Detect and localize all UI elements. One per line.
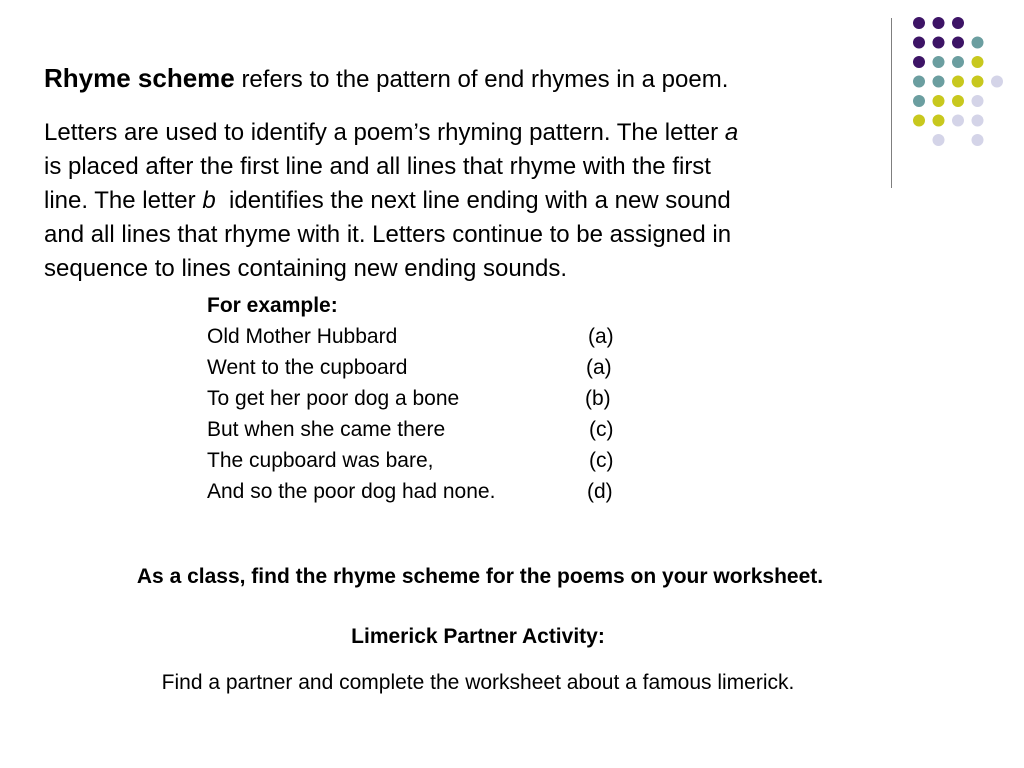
decorative-dot (972, 37, 984, 49)
decorative-dot (913, 37, 925, 49)
poem-line: Went to the cupboard (207, 356, 408, 379)
term-definition: refers to the pattern of end rhymes in a poem. (241, 66, 729, 93)
decorative-dot (972, 134, 984, 146)
decorative-dot (933, 134, 945, 146)
class-instruction: As a class, find the rhyme scheme for the poems on your worksheet. (136, 565, 824, 588)
paragraph-text: line. The letter (44, 187, 203, 214)
divider-line (891, 18, 892, 188)
term-label: Rhyme scheme (44, 63, 235, 93)
example-title: For example: (207, 294, 338, 317)
explanation-paragraph (44, 116, 889, 286)
decorative-dot (952, 115, 964, 127)
rhyme-letter: (d) (587, 480, 613, 503)
decorative-dot (952, 37, 964, 49)
decorative-dot (913, 17, 925, 29)
poem-line: But when she came there (207, 418, 446, 441)
decorative-dot (913, 76, 925, 88)
paragraph-text: identifies the next line ending with a new sound (215, 187, 731, 214)
decorative-dot (933, 76, 945, 88)
letter-b: b (202, 187, 216, 214)
decorative-dot (972, 95, 984, 107)
example-line (207, 445, 627, 476)
example-line (207, 352, 627, 383)
decorative-dot (972, 115, 984, 127)
decorative-dot (933, 95, 945, 107)
paragraph-line (44, 184, 889, 218)
example-line (207, 383, 627, 414)
paragraph-line (44, 116, 889, 150)
rhyme-letter: (a) (588, 325, 614, 348)
decorative-dot (972, 56, 984, 68)
decorative-dot (991, 76, 1003, 88)
letter-a: a (724, 119, 739, 146)
definition-heading (44, 62, 894, 96)
decorative-dot (913, 115, 925, 127)
decorative-dot (933, 17, 945, 29)
example-block (207, 290, 627, 507)
decorative-dot (972, 76, 984, 88)
decorative-dot (913, 56, 925, 68)
activity-title: Limerick Partner Activity: (351, 625, 605, 648)
poem-line: To get her poor dog a bone (207, 387, 460, 410)
activity-instruction: Find a partner and complete the worksheet about a famous limerick. (161, 671, 795, 694)
decorative-dot (952, 76, 964, 88)
decorative-dot (933, 56, 945, 68)
rhyme-letter: (b) (585, 387, 611, 410)
poem-line: Old Mother Hubbard (207, 325, 398, 348)
paragraph-line: and all lines that rhyme with it. Letters continue to be assigned in (44, 221, 732, 248)
decorative-dot (933, 115, 945, 127)
poem-line: And so the poor dog had none. (207, 480, 496, 503)
decorative-dot (952, 95, 964, 107)
example-line (207, 414, 627, 445)
poem-line: The cupboard was bare, (207, 449, 434, 472)
rhyme-letter: (a) (586, 356, 612, 379)
paragraph-line: sequence to lines containing new ending sounds. (44, 255, 568, 282)
example-line (207, 476, 627, 507)
decorative-dot (952, 56, 964, 68)
decorative-dot (952, 17, 964, 29)
paragraph-line: is placed after the first line and all lines that rhyme with the first (44, 153, 711, 180)
rhyme-letter: (c) (589, 418, 614, 441)
example-line (207, 321, 627, 352)
rhyme-letter: (c) (589, 449, 614, 472)
paragraph-text: Letters are used to identify a poem’s rhyming pattern. The letter (44, 119, 725, 146)
decorative-dot (933, 37, 945, 49)
decorative-dot (913, 95, 925, 107)
